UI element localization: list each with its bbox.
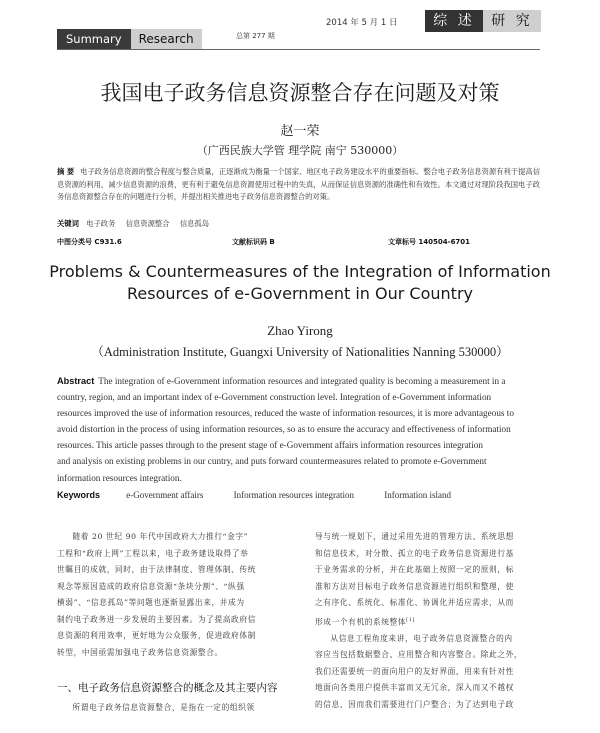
en-author: Zhao Yirong <box>267 323 333 338</box>
section-tag <box>425 10 541 32</box>
header-rule <box>57 49 540 50</box>
en-abstract-label: Abstract <box>57 376 95 386</box>
body-line: 容应当包括数据整合、应用整合和内容整合。除此之外， <box>315 650 523 660</box>
cn-keywords-label: 关键词 <box>57 219 79 228</box>
cn-keyword: 信息孤岛 <box>179 219 210 228</box>
body-line: 所谓电子政务信息资源整合，是指在一定的组织领 <box>72 703 255 712</box>
body-line: 观念等原因造成的政府信息资源“条块分割”、“纵强 <box>57 581 245 591</box>
clc-number: 中图分类号 C931.6 <box>57 238 122 246</box>
en-abstract <box>57 373 542 486</box>
cn-keywords <box>57 219 217 229</box>
body-line: 世瞩目的成就，同时，由于法律制度、管理体制、传统 <box>57 565 256 574</box>
en-title <box>0 261 600 305</box>
en-abstract-line: and analysis on existing problems in our cuntry, and puts forward countermeasures related to promote e-Government <box>57 456 487 467</box>
column-tag <box>57 29 202 49</box>
en-keyword: Information island <box>384 490 452 500</box>
cn-author: 赵一荣 <box>280 124 320 139</box>
body-line: 的信息，因而我们需要进行门户整合；为了达到电子政 <box>315 699 514 709</box>
citation-ref: [1] <box>406 616 416 623</box>
en-abstract-line: resources improved the use of information resources, reduced the waste of information resources, it is more advantageous to <box>57 408 514 419</box>
en-abstract-line: country, region, and an important index of e-Government construction level. Integration of e-Government information <box>57 392 492 403</box>
doc-code: 文献标识码 B <box>232 238 275 246</box>
body-line: 横弱”、“信息孤岛”等问题也逐渐显露出来，并成为 <box>57 598 245 607</box>
body-line: 从信息工程角度来讲，电子政务信息资源整合的内 <box>330 633 513 643</box>
issue-number: 总第 277 期 <box>236 32 275 40</box>
section-heading: 一、电子政务信息资源整合的概念及其主要内容 <box>57 682 278 694</box>
section-tag-left: 综 述 <box>425 10 483 32</box>
body-left-column <box>57 529 297 661</box>
body-line: 导与统一规划下，通过采用先进的管理方法、系统思想 <box>315 532 514 541</box>
body-right-column <box>315 529 555 713</box>
cn-abstract <box>57 166 540 204</box>
en-keywords <box>57 490 479 500</box>
body-line: 息资源的利用效率，更好地为公众服务，促进政府体制 <box>57 631 256 640</box>
en-abstract-line: The integration of e-Government information resources and integrated quality is becoming a measurement in a <box>98 376 506 386</box>
body-line: 之有序化、系统化、标准化、协调化并适应需求，从而 <box>315 598 514 607</box>
summary-label: Summary <box>57 29 131 49</box>
cn-abstract-label: 摘 要 <box>57 167 75 176</box>
en-abstract-line: information resources integration. <box>57 472 182 483</box>
body-line: 地面向各类用户提供丰富而又无冗余，深入而又不越权 <box>315 683 514 693</box>
body-line: 形成一个有机的系统整体 <box>315 617 407 627</box>
body-line: 于业务需求的分析，并在此基础上按照一定的原则，标 <box>315 565 514 574</box>
en-title-line: Problems & Countermeasures of the Integration of Information <box>49 262 551 281</box>
en-keyword: e-Government affairs <box>126 490 204 500</box>
cn-keyword: 电子政务 <box>86 219 116 228</box>
cn-keyword: 信息资源整合 <box>125 219 170 228</box>
cn-abstract-text: 电子政务信息资源的整合程度与整合质量，正逐渐成为衡量一个国家、地区电子政务建设水平的重要指标。整合电子政务信息资源有利于提高信息资源的利用，减少信息资源的浪费，更有利于避免信息资源使用过程中的失真，从而保证信息资源的准确性和有效性。本文通过对现阶段我国电子政务信息资源整合存在的问题进行分析，并提出相关推进电子政务信息资源整合的对策。 <box>57 167 541 202</box>
body-line: 制约电子政务进一步发展的主要因素。为了提高政府信 <box>57 614 256 624</box>
body-line: 我们还需要统一的面向用户的友好界面，用来有针对性 <box>315 666 514 676</box>
cn-institution: （广西民族大学管 理学院 南宁 530000） <box>196 144 404 157</box>
body-line: 和信息技术，对分散、孤立的电子政务信息资源进行基 <box>315 548 514 558</box>
en-keywords-label: Keywords <box>57 490 101 500</box>
body-line: 工程和“政府上网”工程以来，电子政务建设取得了举 <box>57 548 249 558</box>
en-abstract-line: resources. This article passes through to the present stage of e-Government affairs information resources integration <box>57 440 483 451</box>
body-line: 随着 20 世纪 90 年代中国政府大力推行“金字” <box>72 532 249 541</box>
en-keyword: Information resources integration <box>233 490 355 500</box>
body-line: 准和方法对目标电子政务信息资源进行组织和整理，使 <box>315 581 514 591</box>
en-abstract-line: avoid distortion in the process of using information resources, so as to ensure the accuracy and effectiveness of information <box>57 424 511 435</box>
article-number: 文章标号 140504-6701 <box>388 238 471 246</box>
en-institution: （Administration Institute, Guangxi University of Nationalities Nanning 530000） <box>91 345 509 359</box>
research-label: Research <box>131 29 202 49</box>
section-tag-right: 研 究 <box>483 10 541 32</box>
publish-date: 2014 年 5 月 1 日 <box>326 18 398 28</box>
en-title-line: Resources of e-Government in Our Country <box>126 284 473 303</box>
body-left-continued <box>57 700 297 717</box>
body-line: 转型，中国亟需加强电子政务信息资源整合。 <box>57 647 223 657</box>
cn-title: 我国电子政务信息资源整合存在问题及对策 <box>100 81 500 105</box>
